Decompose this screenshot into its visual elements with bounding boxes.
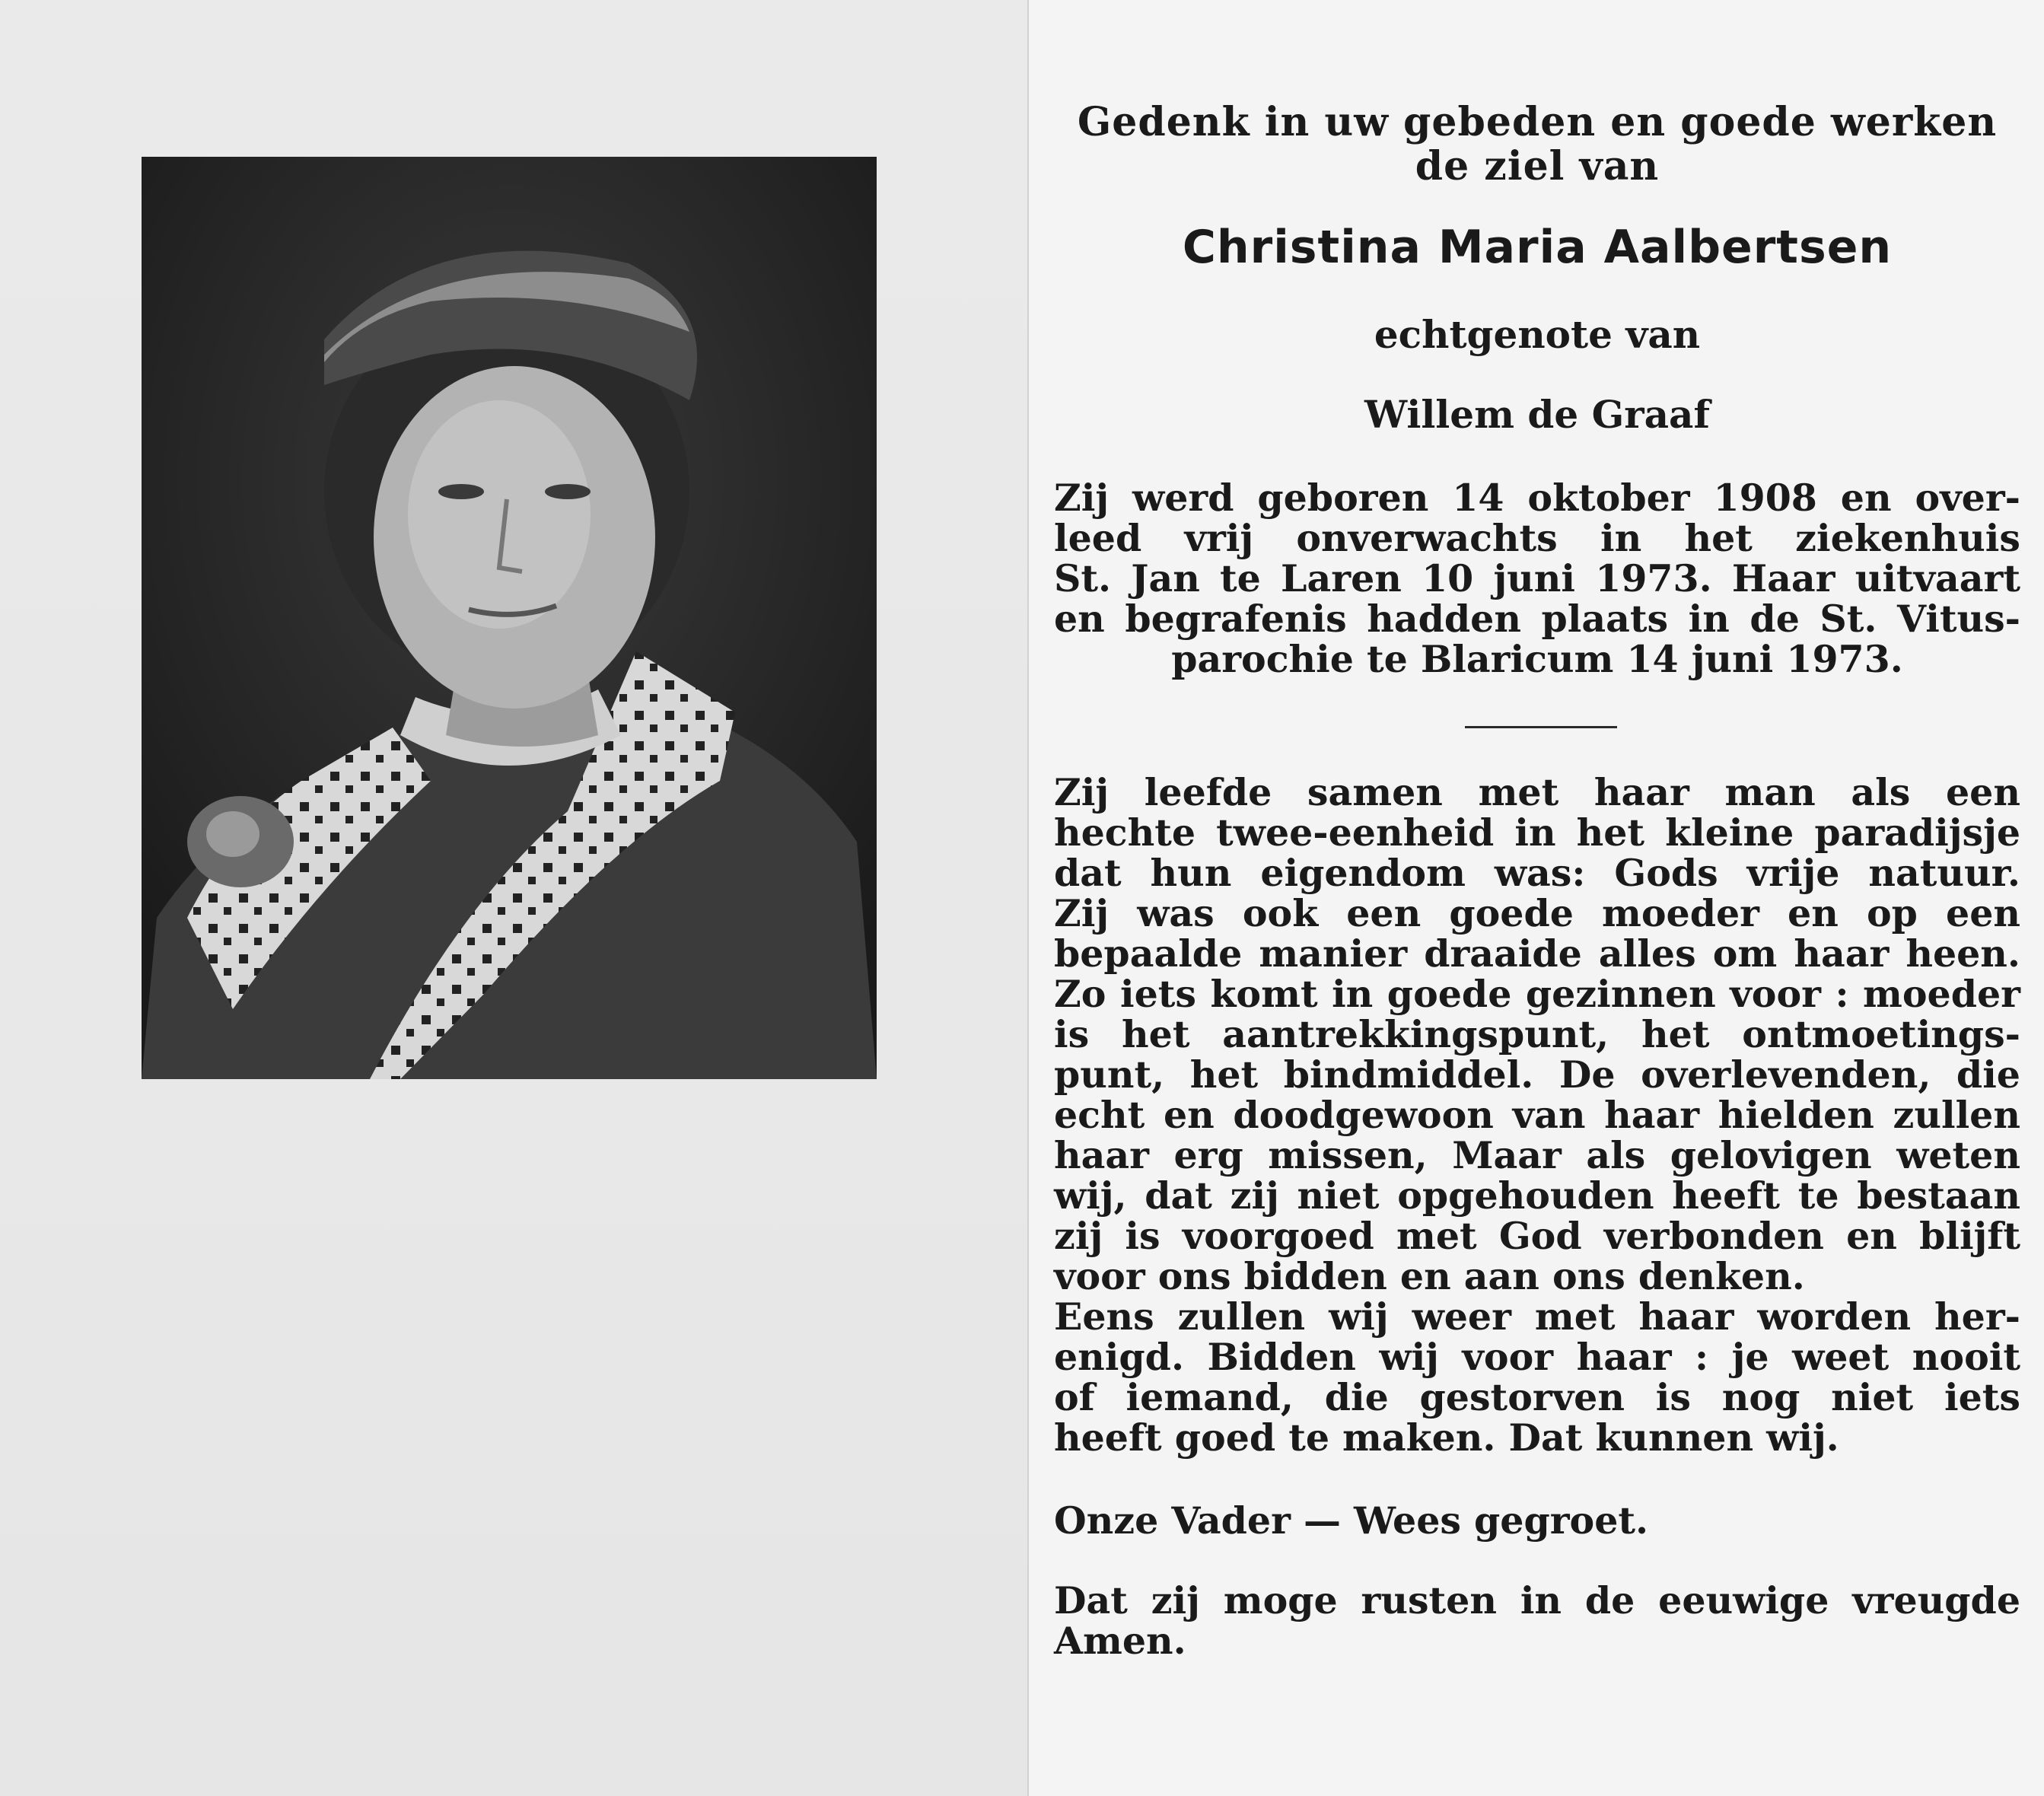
tribute-line: zij is voorgoed met God verbonden en blijft (1054, 1214, 2020, 1258)
closing-line-2: Amen. (1054, 1619, 1186, 1663)
tribute-line: wij, dat zij niet opgehouden heeft te bestaan (1054, 1173, 2020, 1218)
bio-line: parochie te Blaricum 14 juni 1973. (1171, 637, 1903, 681)
tribute-line: Zij was ook een goede moeder en op een (1054, 891, 2020, 935)
tribute-line: heeft goed te maken. Dat kunnen wij. (1054, 1415, 1839, 1460)
tribute-line: bepaalde manier draaide alles om haar heen. (1054, 931, 2020, 976)
tribute-line: haar erg missen, Maar als gelovigen weten (1054, 1133, 2020, 1177)
spouse-name: Willem de Graaf (1364, 392, 1710, 437)
closing-line-1: Dat zij moge rusten in de eeuwige vreugde (1054, 1578, 2020, 1622)
tribute-line: voor ons bidden en aan ons denken. (1054, 1254, 1805, 1298)
tribute-line: Zo iets komt in goede gezinnen voor : moeder (1054, 972, 2020, 1016)
bio-line: leed vrij onverwachts in het ziekenhuis (1054, 516, 2020, 560)
tribute-line: Zij leefde samen met haar man als een (1054, 770, 2020, 814)
portrait-photo (142, 157, 877, 1079)
header-line-1: Gedenk in uw gebeden en goede werken (1077, 99, 1998, 145)
biography-paragraph (1054, 478, 2020, 680)
tribute-line: is het aantrekkingspunt, het ontmoetings- (1054, 1012, 2020, 1056)
bio-line: en begrafenis hadden plaats in de St. Vitus- (1054, 597, 2020, 641)
bio-line: St. Jan te Laren 10 juni 1973. Haar uitvaart (1054, 556, 2020, 600)
prayer-text: Onze Vader — Wees gegroet. (1054, 1498, 1649, 1543)
tribute-line: punt, het bindmiddel. De overlevenden, die (1054, 1052, 2020, 1097)
deceased-name: Christina Maria Aalbertsen (1182, 221, 1893, 274)
tribute-line: Eens zullen wij weer met haar worden her- (1054, 1294, 2020, 1339)
prayer-line (1054, 1498, 2020, 1543)
spouse-relation: echtgenote van (1374, 312, 1701, 357)
tribute-line: hechte twee-eenheid in het kleine paradijsje (1054, 810, 2020, 855)
bio-line: Zij werd geboren 14 oktober 1908 en over- (1054, 476, 2020, 520)
tribute-line: enigd. Bidden wij voor haar : je weet nooit (1054, 1335, 2020, 1379)
tribute-line: echt en doodgewoon van haar hielden zullen (1054, 1093, 2020, 1137)
tribute-line: of iemand, die gestorven is nog niet iets (1054, 1375, 2020, 1419)
tribute-line: dat hun eigendom was: Gods vrije natuur. (1054, 851, 2020, 895)
tribute-paragraph (1054, 772, 2020, 1458)
memorial-header (1050, 100, 2024, 189)
closing-paragraph (1054, 1578, 2020, 1663)
section-divider (1465, 726, 1617, 728)
header-line-2: de ziel van (1415, 143, 1660, 189)
portrait-illustration (142, 157, 877, 1079)
